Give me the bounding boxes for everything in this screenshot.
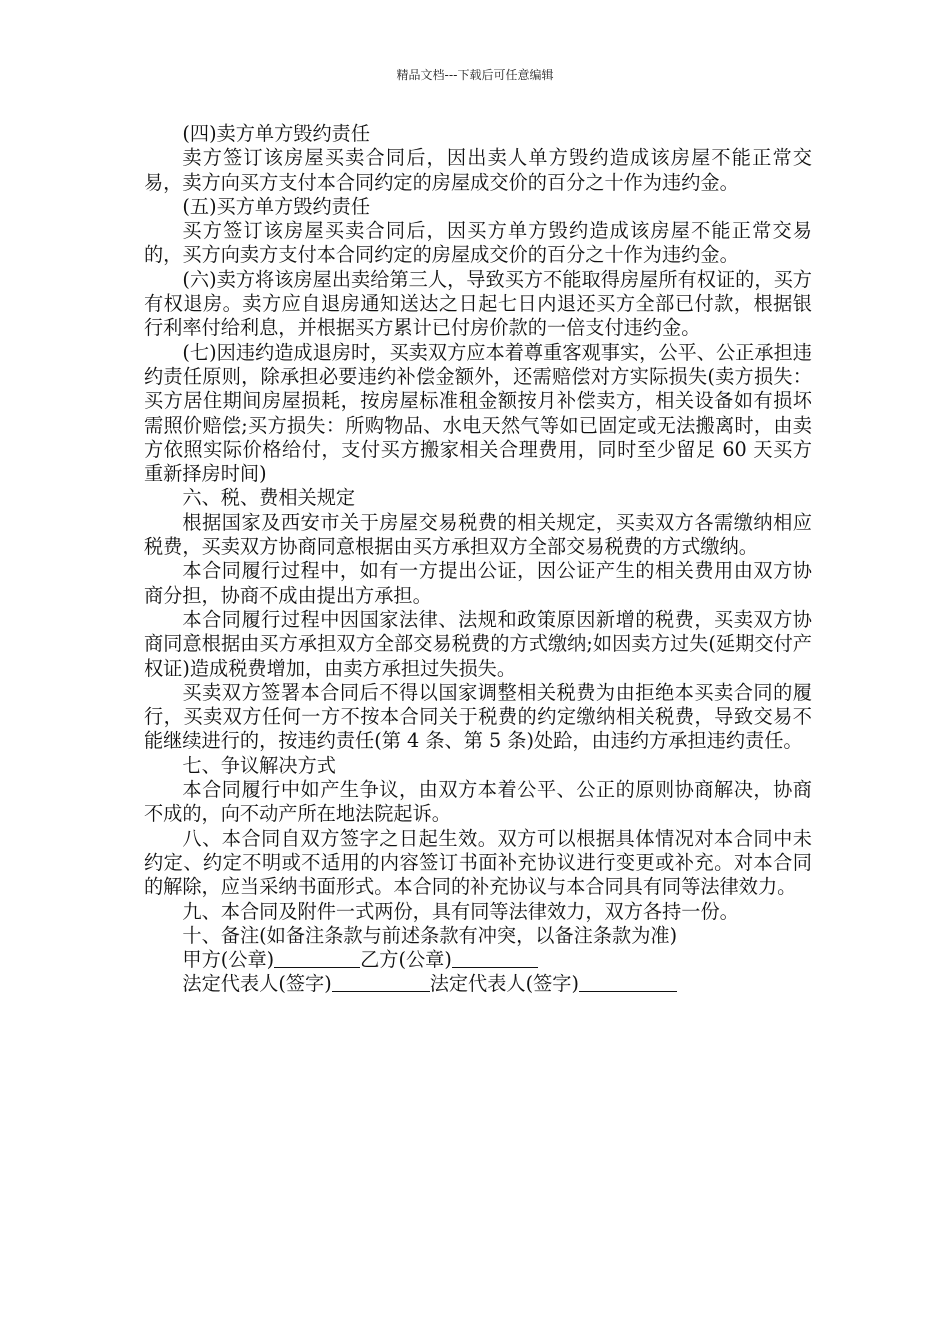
section-6-title: 六、税、费相关规定	[182, 486, 356, 510]
clause-6-text: (六)卖方将该房屋出卖给第三人，导致买方不能取得房屋所有权证的，买方有权退房。卖方应自退房通知送达之日起七日内退还买方全部已付款，根据银行利率付给利息，并根据买方累计已付房价款的一倍支付违约金。	[144, 267, 812, 340]
section-7-title: 七、争议解决方式	[182, 753, 336, 777]
section-8-text: 八、本合同自双方签字之日起生效。双方可以根据具体情况对本合同中未约定、约定不明或不适用的内容签订书面补充协议进行变更或补充。对本合同的解除，应当采纳书面形式。本合同的补充协议与本合同具有同等法律效力。	[144, 826, 812, 899]
section-6-para-4: 买卖双方签署本合同后不得以国家调整相关税费为由拒绝本买卖合同的履行，买卖双方任何一方不按本合同关于税费的约定缴纳相关税费，导致交易不能继续进行的，按违约责任(第 4 条、第 5 条)处跲，由违约方承担违约责任。	[144, 680, 812, 753]
seal-line	[144, 948, 812, 972]
party-a-seal-blank	[274, 948, 360, 968]
rep-a-blank	[332, 972, 430, 992]
contract-body	[144, 122, 812, 997]
section-6-para-1: 根据国家及西安市关于房屋交易税费的相关规定，买卖双方各需缴纳相应税费，买卖双方协商同意根据由买方承担双方全部交易税费的方式缴纳。	[144, 510, 812, 559]
rep-a-label: 法定代表人(签字)	[182, 972, 332, 996]
rep-b-label: 法定代表人(签字)	[429, 972, 579, 996]
rep-b-blank	[579, 972, 677, 992]
clause-5-title: (五)买方单方毁约责任	[182, 194, 371, 218]
page-header: 精品文档---下载后可任意编辑	[396, 68, 554, 82]
clause-4-text: 卖方签订该房屋买卖合同后，因出卖人单方毁约造成该房屋不能正常交易，卖方向买方支付本合同约定的房屋成交价的百分之十作为违约金。	[144, 146, 812, 194]
section-6-para-2: 本合同履行过程中，如有一方提出公证，因公证产生的相关费用由双方协商分担，协商不成由提出方承担。	[144, 559, 812, 607]
section-9-text: 九、本合同及附件一式两份，具有同等法律效力，双方各持一份。	[182, 899, 739, 923]
clause-7-text: (七)因违约造成退房时，买卖双方应本着尊重客观事实，公平、公正承担违约责任原则，除承担必要违约补偿金额外，还需赔偿对方实际损失(卖方损失：买方居住期间房屋损耗，按房屋标准租金额按月补偿卖方，相关设备如有损坏需照价赔偿;买方损失：所购物品、水电天然气等如已固定或无法搬离时，由卖方依照实际价格给付，支付买方搬家相关合理费用，同时至少留足 60 天买方重新择房时间)	[144, 340, 812, 486]
party-b-seal-blank	[452, 948, 538, 968]
section-6-para-3: 本合同履行过程中因国家法律、法规和政策原因新增的税费，买卖双方协商同意根据由买方承担双方全部交易税费的方式缴纳;如因卖方过失(延期交付产权证)造成税费增加，由卖方承担过失损失。	[144, 607, 812, 680]
party-b-seal-label: 乙方(公章)	[360, 948, 452, 972]
clause-4-title: (四)卖方单方毁约责任	[182, 122, 371, 145]
section-7-text: 本合同履行中如产生争议，由双方本着公平、公正的原则协商解决，协商不成的，向不动产所在地法院起诉。	[144, 778, 812, 826]
representative-line	[144, 972, 812, 996]
party-a-seal-label: 甲方(公章)	[182, 948, 275, 972]
section-10-text: 十、备注(如备注条款与前述条款有冲突，以备注条款为准)	[182, 923, 678, 947]
clause-5-text: 买方签订该房屋买卖合同后，因买方单方毁约造成该房屋不能正常交易的，买方向卖方支付本合同约定的房屋成交价的百分之十作为违约金。	[144, 219, 812, 267]
